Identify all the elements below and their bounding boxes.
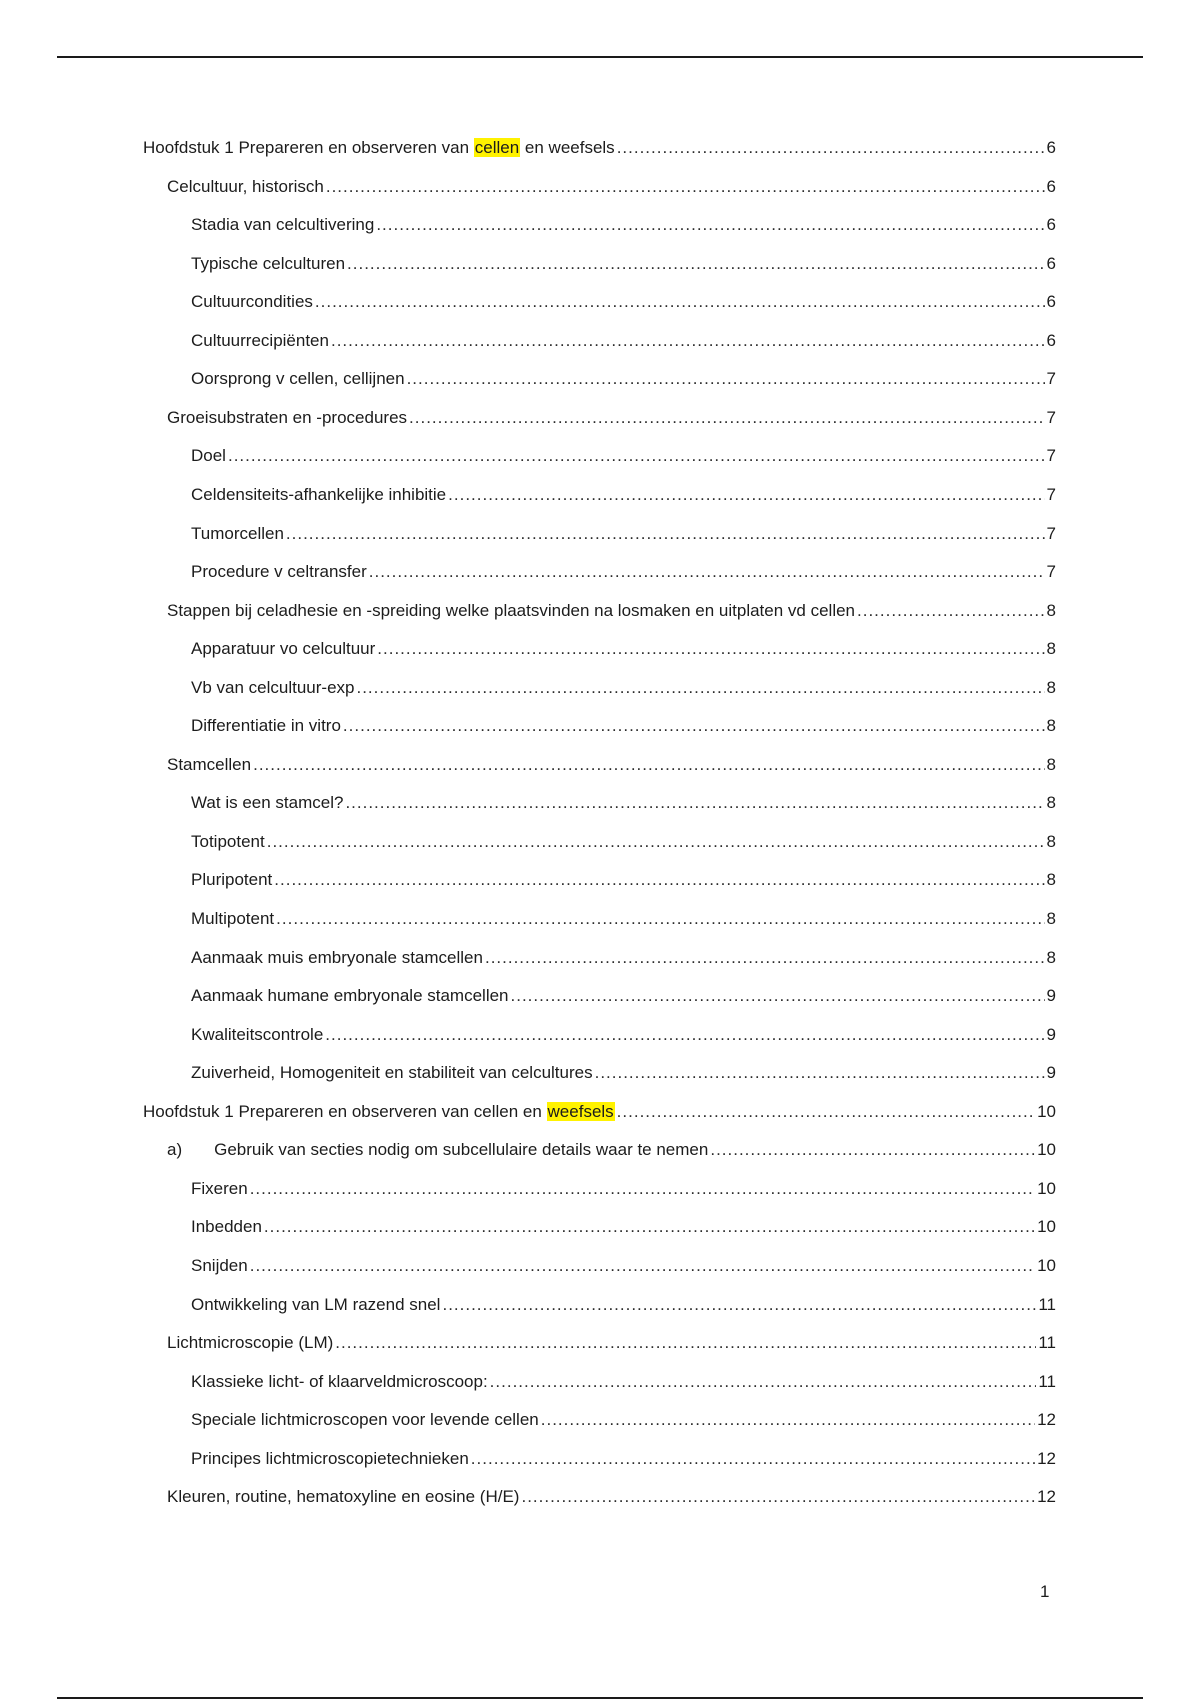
toc-entry[interactable] [191, 368, 1056, 390]
toc-entry-page: 7 [1046, 484, 1056, 504]
toc-entry[interactable] [191, 1216, 1056, 1238]
toc-entry-title: Doel [191, 446, 226, 466]
toc-entry-title: Vb van celcultuur-exp [191, 677, 355, 697]
toc-entry-page: 11 [1038, 1333, 1056, 1353]
toc-entry-page: 11 [1038, 1371, 1056, 1391]
toc-entry-page: 7 [1046, 562, 1056, 582]
toc-entry-title: Pluripotent [191, 870, 273, 890]
toc-leader-dots [541, 1409, 1035, 1431]
toc-leader-dots [442, 1294, 1036, 1316]
toc-entry-title: Kleuren, routine, hematoxyline en eosine (H/E) [167, 1487, 520, 1507]
toc-entry[interactable] [191, 445, 1056, 467]
toc-leader-dots [521, 1486, 1035, 1508]
toc-entry-page: 6 [1046, 176, 1056, 196]
toc-entry[interactable] [191, 715, 1056, 737]
toc-entry-page: 8 [1046, 831, 1056, 851]
toc-entry-title: Aanmaak humane embryonale stamcellen [191, 986, 509, 1006]
footer-rule [57, 1697, 1143, 1699]
toc-entry-page: 10 [1037, 1178, 1056, 1198]
toc-leader-dots [335, 1332, 1036, 1354]
page-number: 1 [1040, 1582, 1050, 1601]
toc-entry-title: Celdensiteits-afhankelijke inhibitie [191, 484, 447, 504]
toc-leader-dots [331, 330, 1045, 352]
toc-entry[interactable] [191, 869, 1056, 891]
toc-leader-dots [407, 368, 1045, 390]
toc-entry-title: Cultuurrecipiënten [191, 330, 329, 350]
toc-entry-title: Aanmaak muis embryonale stamcellen [191, 947, 483, 967]
toc-entry-page: 7 [1046, 407, 1056, 427]
toc-entry[interactable] [191, 831, 1056, 853]
toc-leader-dots [347, 253, 1045, 275]
toc-leader-dots [264, 1216, 1035, 1238]
toc-entry-title: Klassieke licht- of klaarveldmicroscoop: [191, 1371, 488, 1391]
toc-entry-title-part: Hoofdstuk 1 Prepareren en observeren van cellen en [143, 1101, 547, 1121]
toc-entry-title-part: en weefsels [520, 138, 615, 157]
toc-entry[interactable] [191, 291, 1056, 313]
toc-entry[interactable] [167, 1332, 1056, 1354]
toc-entry[interactable] [191, 214, 1056, 236]
toc-leader-dots [274, 869, 1044, 891]
toc-entry-page: 7 [1046, 446, 1056, 466]
toc-leader-dots [356, 677, 1044, 699]
toc-entry-page: 6 [1046, 215, 1056, 235]
toc-leader-dots [276, 908, 1044, 930]
toc-leader-dots [315, 291, 1045, 313]
toc-entry[interactable] [191, 330, 1056, 352]
toc-entry-title: Tumorcellen [191, 523, 284, 543]
toc-entry-title [143, 1101, 615, 1123]
toc-leader-dots [595, 1062, 1045, 1084]
toc-entry-title: Cultuurcondities [191, 292, 313, 312]
toc-entry-title: Gebruik van secties nodig om subcellulaire details waar te nemen [214, 1140, 709, 1160]
toc-entry-title: Wat is een stamcel? [191, 793, 344, 813]
toc-leader-dots [267, 831, 1045, 853]
toc-entry[interactable] [191, 523, 1056, 545]
toc-entry-title: Totipotent [191, 831, 265, 851]
toc-entry-title: Procedure v celtransfer [191, 562, 367, 582]
toc-leader-dots [377, 638, 1044, 660]
toc-entry[interactable] [191, 677, 1056, 699]
toc-entry[interactable] [191, 1448, 1056, 1470]
toc-leader-dots [448, 484, 1044, 506]
toc-entry-title: Celcultuur, historisch [167, 176, 324, 196]
toc-leader-dots [326, 176, 1045, 198]
toc-entry[interactable] [191, 947, 1056, 969]
toc-entry-title: Oorsprong v cellen, cellijnen [191, 369, 405, 389]
toc-leader-dots [471, 1448, 1035, 1470]
toc-entry-page: 8 [1046, 947, 1056, 967]
toc-entry[interactable] [191, 638, 1056, 660]
toc-entry-page: 8 [1046, 639, 1056, 659]
toc-leader-dots [325, 1024, 1044, 1046]
toc-leader-dots [253, 754, 1044, 776]
toc-entry[interactable] [191, 985, 1056, 1007]
toc-entry-title: Apparatuur vo celcultuur [191, 639, 376, 659]
toc-entry-title: Groeisubstraten en -procedures [167, 407, 408, 427]
toc-entry-title: Ontwikkeling van LM razend snel [191, 1294, 441, 1314]
toc-entry[interactable] [191, 1024, 1056, 1046]
toc-entry-page: 8 [1046, 870, 1056, 890]
toc-entry-title: Principes lichtmicroscopietechnieken [191, 1448, 469, 1468]
toc-entry-title: Stappen bij celadhesie en -spreiding welke plaatsvinden na losmaken en uitplaten vd cellen [167, 600, 856, 620]
toc-entry[interactable] [167, 600, 1056, 622]
toc-entry[interactable] [191, 1294, 1056, 1316]
toc-entry-title: Differentiatie in vitro [191, 716, 341, 736]
toc-entry-title: Typische celculturen [191, 253, 346, 273]
toc-entry-page: 6 [1046, 253, 1056, 273]
toc-leader-dots [343, 715, 1045, 737]
toc-entry-page: 9 [1046, 986, 1056, 1006]
toc-leader-dots [617, 1101, 1035, 1123]
toc-leader-dots [250, 1178, 1035, 1200]
toc-leader-dots [228, 445, 1045, 467]
toc-entry-title: Inbedden [191, 1217, 262, 1237]
toc-leader-dots [369, 561, 1045, 583]
toc-entry-page: 7 [1046, 369, 1056, 389]
toc-entry[interactable] [191, 908, 1056, 930]
toc-entry[interactable] [167, 407, 1056, 429]
toc-entry[interactable] [167, 176, 1056, 198]
header-rule [57, 56, 1143, 58]
toc-entry-number: a) [167, 1140, 183, 1160]
toc-entry-page: 10 [1037, 1255, 1056, 1275]
toc-entry-page: 7 [1046, 523, 1056, 543]
toc-entry-title-part: Hoofdstuk 1 Prepareren en observeren van [143, 138, 474, 157]
toc-leader-dots [250, 1255, 1035, 1277]
toc-entry-title: Zuiverheid, Homogeniteit en stabiliteit van celcultures [191, 1063, 593, 1083]
toc-leader-dots [617, 137, 1045, 159]
toc-leader-dots [409, 407, 1045, 429]
toc-entry-page: 8 [1046, 909, 1056, 928]
toc-entry-page: 10 [1037, 1140, 1056, 1160]
toc-entry[interactable] [167, 754, 1056, 776]
toc-entry-title: Kwaliteitscontrole [191, 1024, 324, 1044]
toc-leader-dots [345, 792, 1044, 814]
search-highlight: cellen [474, 138, 520, 157]
toc-entry[interactable] [191, 253, 1056, 275]
toc-leader-dots [710, 1139, 1035, 1161]
toc-entry-page: 6 [1046, 138, 1056, 157]
toc-entry-title: Speciale lichtmicroscopen voor levende cellen [191, 1410, 539, 1430]
toc-entry[interactable] [143, 1101, 1056, 1123]
toc-entry[interactable] [191, 1062, 1056, 1084]
toc-entry-page: 12 [1037, 1410, 1056, 1430]
toc-entry-page: 11 [1038, 1294, 1056, 1314]
toc-entry-page: 8 [1046, 600, 1056, 620]
toc-entry-title: Fixeren [191, 1178, 248, 1198]
toc-entry-title: Stadia van celcultivering [191, 215, 375, 235]
toc-entry-page: 6 [1046, 292, 1056, 312]
toc-entry-page: 8 [1046, 716, 1056, 736]
toc-entry-page: 10 [1037, 1217, 1056, 1237]
toc-entry-title: Multipotent [191, 909, 275, 928]
toc-entry[interactable] [191, 1178, 1056, 1200]
toc-entry[interactable] [191, 1409, 1056, 1431]
toc-entry-title [143, 137, 615, 159]
toc-leader-dots [485, 947, 1045, 969]
toc-leader-dots [490, 1371, 1037, 1393]
toc-entry-title: Stamcellen [167, 754, 252, 774]
toc-entry-page: 10 [1037, 1101, 1056, 1121]
toc-entry[interactable] [167, 1139, 1056, 1161]
toc-leader-dots [857, 600, 1045, 622]
toc-entry-page: 8 [1046, 754, 1056, 774]
toc-entry-page: 6 [1046, 330, 1056, 350]
toc-entry[interactable] [191, 561, 1056, 583]
toc-leader-dots [511, 985, 1045, 1007]
toc-entry-title: Snijden [191, 1255, 248, 1275]
toc-leader-dots [286, 523, 1045, 545]
toc-entry-page: 8 [1046, 793, 1056, 813]
toc-entry-page: 12 [1037, 1448, 1056, 1468]
toc-entry[interactable] [191, 792, 1056, 814]
toc-entry[interactable] [143, 137, 1056, 159]
toc-entry-page: 12 [1037, 1487, 1056, 1507]
toc-entry[interactable] [191, 1371, 1056, 1393]
toc-leader-dots [376, 214, 1044, 236]
toc-entry-page: 8 [1046, 677, 1056, 697]
toc-entry[interactable] [191, 484, 1056, 506]
toc-entry-page: 9 [1046, 1063, 1056, 1083]
toc-entry[interactable] [191, 1255, 1056, 1277]
toc-entry-page: 9 [1046, 1024, 1056, 1044]
toc-entry[interactable] [167, 1486, 1056, 1508]
search-highlight: weefsels [547, 1101, 614, 1121]
toc-entry-title: Lichtmicroscopie (LM) [167, 1333, 334, 1353]
